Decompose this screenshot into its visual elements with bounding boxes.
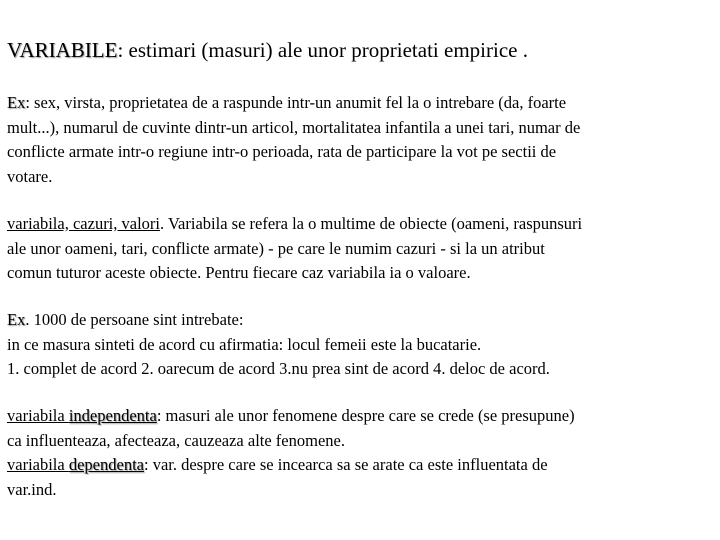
definition-line-2: ale unor oameni, tari, conflicte armate) - pe care le numim cazuri - si la un atribut — [7, 238, 545, 258]
dependent-text-1: : var. despre care se incearca sa se arate ca este influentata de — [143, 455, 548, 474]
example-1-text-1: : sex, virsta, proprietatea de a raspunde intr-un anumit fel la o intrebare (da, foarte — [25, 93, 567, 112]
example-2-text-1: . 1000 de persoane sint intrebate: — [25, 310, 244, 329]
independent-line-2: ca influenteaza, afecteaza, cauzeaza alte fenomene. — [7, 430, 345, 450]
definition-block — [7, 212, 713, 286]
example-1-line-3: conflicte armate intr-o regiune intr-o perioada, rata de participare la vot pe sectii de — [7, 142, 557, 161]
example-2-line-1 — [7, 308, 713, 333]
dependent-term: dependenta — [68, 455, 144, 474]
definition-text-1: . Variabila se refera la o multime de obiecte (oameni, raspunsuri — [160, 214, 583, 233]
independent-text-1: : masuri ale unor fenomene despre care se crede (se presupune) — [156, 406, 575, 425]
example-2-label: Ex — [7, 310, 26, 329]
definition-line-1 — [7, 212, 713, 237]
slide-title — [7, 37, 528, 63]
variables-block — [7, 404, 713, 502]
example-2-line-3: 1. complet de acord 2. oarecum de acord 3.nu prea sint de acord 4. deloc de acord. — [7, 359, 550, 378]
example-1-label: Ex — [7, 93, 26, 112]
definition-term: variabila, cazuri, valori — [7, 214, 161, 233]
title-term: VARIABILE — [7, 38, 118, 62]
dependent-prefix: variabila — [7, 455, 69, 474]
example-1-line-4: votare. — [7, 166, 53, 186]
independent-term: independenta — [68, 406, 157, 425]
example-1-line-2: mult...), numarul de cuvinte dintr-un articol, mortalitatea infantila a unei tari, numar de — [7, 117, 581, 137]
dependent-line-1 — [7, 453, 713, 478]
independent-prefix: variabila — [7, 406, 69, 425]
example-block-2 — [7, 308, 713, 382]
independent-line-1 — [7, 404, 713, 429]
example-block-1 — [7, 91, 713, 189]
title-rest: : estimari (masuri) ale unor proprietati empirice . — [117, 38, 528, 62]
dependent-line-2: var.ind. — [7, 479, 57, 499]
definition-line-3: comun tuturor aceste obiecte. Pentru fiecare caz variabila ia o valoare. — [7, 263, 471, 282]
example-1-line-1 — [7, 91, 713, 116]
example-2-line-2: in ce masura sinteti de acord cu afirmatia: locul femeii este la bucatarie. — [7, 334, 482, 354]
